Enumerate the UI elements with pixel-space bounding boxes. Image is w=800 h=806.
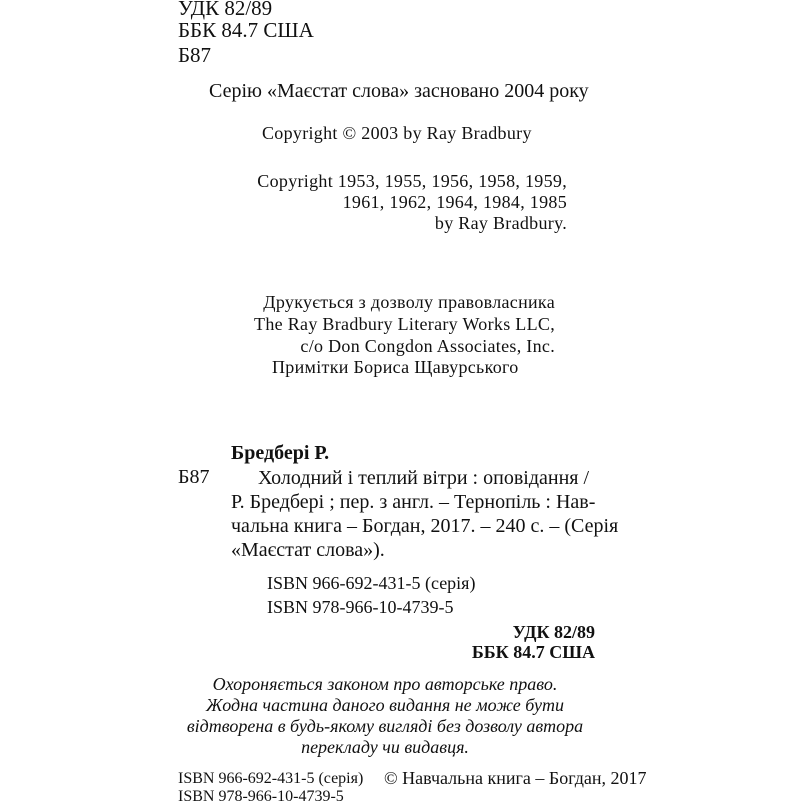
footer-publisher: © Навчальна книга – Богдан, 2017 <box>384 768 647 788</box>
catalog-author: Бредбері Р. <box>231 442 330 464</box>
notes-credit: Примітки Бориса Щавурського <box>272 357 519 377</box>
legal-notice-line: Охороняється законом про авторське право. <box>212 674 558 694</box>
catalog-isbn <box>267 571 475 619</box>
copyright-years-line: 1961, 1962, 1964, 1984, 1985 <box>342 192 567 212</box>
copyright-years-line: by Ray Bradbury. <box>434 213 567 233</box>
catalog-line: «Маєстат слова»). <box>231 539 385 561</box>
catalog-description <box>231 466 619 562</box>
footer-isbn-line: ISBN 978-966-10-4739-5 <box>178 788 344 805</box>
catalog-code: Б87 <box>178 466 210 488</box>
header-udk: УДК 82/89 <box>178 0 273 20</box>
permission-block <box>254 291 555 357</box>
catalog-line: чальна книга – Богдан, 2017. – 240 с. – (Серія <box>231 515 619 537</box>
legal-notice-line: Жодна частина даного видання не може бути <box>205 695 564 715</box>
permission-line: The Ray Bradbury Literary Works LLC, <box>254 314 555 334</box>
series-note: Серію «Маєстат слова» засновано 2004 року <box>209 80 589 102</box>
catalog-line: Холодний і теплий вітри : оповідання / <box>258 467 590 489</box>
copyright-main: Copyright © 2003 by Ray Bradbury <box>262 123 532 143</box>
header-code: Б87 <box>178 43 212 67</box>
catalog-isbn-line: ISBN 966-692-431-5 (серія) <box>267 573 476 593</box>
catalog-udk: УДК 82/89 <box>512 622 595 642</box>
header-bbk: ББК 84.7 США <box>178 18 314 42</box>
permission-line: Друкується з дозволу правовласника <box>263 292 555 312</box>
copyright-years <box>257 171 567 234</box>
legal-notice <box>140 674 630 758</box>
catalog-line: Р. Бредбері ; пер. з англ. – Тернопіль : Нав- <box>231 491 596 513</box>
footer-isbn <box>178 770 363 806</box>
catalog-isbn-line: ISBN 978-966-10-4739-5 <box>267 597 454 617</box>
catalog-bbk: ББК 84.7 США <box>471 642 595 662</box>
copyright-years-line: Copyright 1953, 1955, 1956, 1958, 1959, <box>257 171 567 191</box>
footer-isbn-line: ISBN 966-692-431-5 (серія) <box>178 770 364 787</box>
legal-notice-line: відтворена в будь-якому вигляді без дозволу автора <box>186 716 584 736</box>
legal-notice-line: перекладу чи видавця. <box>301 737 469 757</box>
permission-line: c/o Don Congdon Associates, Inc. <box>300 336 555 356</box>
